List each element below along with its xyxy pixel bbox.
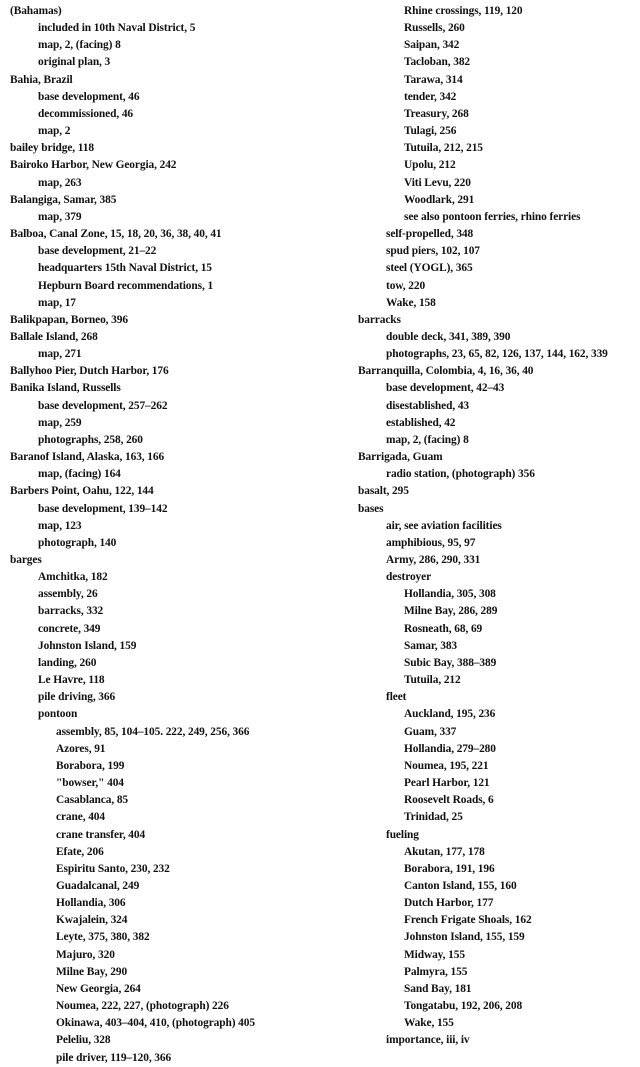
index-subentry: Le Havre, 118 (38, 674, 105, 687)
index-subentry: Majuro, 320 (56, 948, 115, 961)
index-subentry: assembly, 26 (38, 588, 98, 601)
index-heading: Balikpapan, Borneo, 396 (10, 313, 128, 326)
index-heading: Balboa, Canal Zone, 15, 18, 20, 36, 38, 40, 41 (10, 228, 222, 241)
index-subentry: Tulagi, 256 (404, 125, 457, 138)
index-subentry: steel (YOGL), 365 (386, 262, 473, 275)
index-subentry: radio station, (photograph) 356 (386, 468, 535, 481)
index-subentry: Johnston Island, 159 (38, 639, 137, 652)
index-subentry: destroyer (386, 571, 432, 584)
index-subentry: importance, iii, iv (386, 1034, 470, 1047)
index-heading: bailey bridge, 118 (10, 142, 94, 155)
index-subentry: Wake, 155 (404, 1017, 454, 1030)
index-subentry: Tongatabu, 192, 206, 208 (404, 1000, 523, 1013)
index-subentry: Hollandia, 305, 308 (404, 588, 496, 601)
index-subentry: Roosevelt Roads, 6 (404, 794, 494, 807)
index-subentry: disestablished, 43 (386, 399, 470, 412)
index-subentry: Leyte, 375, 380, 382 (56, 931, 150, 944)
index-subentry: Pearl Harbor, 121 (404, 777, 490, 790)
index-subentry: Johnston Island, 155, 159 (404, 931, 525, 944)
index-subentry: Wake, 158 (386, 296, 436, 309)
index-subentry: Trinidad, 25 (404, 811, 463, 824)
index-subentry: photograph, 140 (38, 536, 117, 549)
index-subentry: map, 2, (facing) 8 (38, 39, 121, 52)
index-heading: Baranof Island, Alaska, 163, 166 (10, 451, 165, 464)
index-subentry: Treasury, 268 (404, 107, 469, 120)
index-subentry: photographs, 258, 260 (38, 433, 143, 446)
index-subentry: Akutan, 177, 178 (404, 845, 485, 858)
index-heading: Barrigada, Guam (358, 451, 443, 464)
index-subentry: map, 263 (38, 176, 82, 189)
index-subentry: Tacloban, 382 (404, 56, 471, 69)
index-subentry: Sand Bay, 181 (404, 982, 472, 995)
index-subentry: base development, 257–262 (38, 399, 168, 412)
index-subentry: decommissioned, 46 (38, 107, 134, 120)
index-subentry: base development, 21–22 (38, 245, 157, 258)
index-subentry: established, 42 (386, 416, 456, 429)
index-subentry: Viti Levu, 220 (404, 176, 471, 189)
index-subentry: base development, 46 (38, 90, 140, 103)
index-subentry: Guadalcanal, 249 (56, 879, 140, 892)
index-subentry: Tutuila, 212 (404, 674, 461, 687)
index-subentry: Hepburn Board recommendations, 1 (38, 279, 214, 292)
index-heading: barges (10, 554, 42, 566)
index-subentry: Upolu, 212 (404, 159, 456, 172)
index-subentry: Milne Bay, 290 (56, 965, 128, 978)
index-subentry: French Frigate Shoals, 162 (404, 914, 532, 927)
index-subentry: Tutuila, 212, 215 (404, 142, 483, 155)
index-subentry: Russells, 260 (404, 22, 465, 35)
index-subentry: Palmyra, 155 (404, 965, 468, 978)
index-subentry: double deck, 341, 389, 390 (386, 330, 511, 343)
index-heading: Barranquilla, Colombia, 4, 16, 36, 40 (358, 365, 534, 378)
index-subentry: landing, 260 (38, 656, 97, 669)
index-subentry: Borabora, 199 (56, 759, 125, 772)
index-subentry: base development, 42–43 (386, 382, 505, 395)
index-subentry: Espiritu Santo, 230, 232 (56, 862, 170, 875)
index-heading: bases (358, 502, 384, 515)
index-subentry: Rosneath, 68, 69 (404, 622, 483, 635)
index-subentry: map, 379 (38, 210, 82, 223)
index-heading: Ballyhoo Pier, Dutch Harbor, 176 (10, 365, 169, 378)
index-subentry: see also pontoon ferries, rhino ferries (404, 210, 581, 223)
index-subentry: included in 10th Naval District, 5 (38, 22, 196, 35)
index-column-right (358, 3, 638, 1050)
index-subentry: amphibious, 95, 97 (386, 536, 476, 549)
index-column-left (10, 3, 340, 1067)
index-subentry: tow, 220 (386, 279, 426, 292)
index-subentry: map, 271 (38, 348, 82, 361)
index-subentry: Noumea, 195, 221 (404, 759, 489, 772)
index-subentry: barracks, 332 (38, 605, 104, 618)
index-subentry: Amchitka, 182 (38, 571, 108, 584)
index-subentry: pile driver, 119–120, 366 (56, 1051, 172, 1064)
index-heading: Bahia, Brazil (10, 73, 73, 86)
index-subentry: map, 259 (38, 416, 82, 429)
index-subentry: Milne Bay, 286, 289 (404, 605, 498, 618)
index-subentry: Tarawa, 314 (404, 73, 463, 86)
index-subentry: Dutch Harbor, 177 (404, 897, 494, 910)
index-subentry: Casablanca, 85 (56, 794, 129, 807)
index-heading: basalt, 295 (358, 485, 409, 498)
index-subentry: Azores, 91 (56, 742, 106, 755)
index-subentry: Noumea, 222, 227, (photograph) 226 (56, 1000, 229, 1013)
index-subentry: base development, 139–142 (38, 502, 168, 515)
index-subentry: crane transfer, 404 (56, 828, 146, 841)
index-subentry: Guam, 337 (404, 725, 457, 738)
index-subentry: Midway, 155 (404, 948, 465, 961)
index-subentry: Efate, 206 (56, 845, 104, 858)
index-heading: (Bahamas) (10, 5, 62, 17)
index-subentry: Hollandia, 279–280 (404, 742, 496, 755)
index-subentry: Kwajalein, 324 (56, 914, 128, 927)
index-subentry: self-propelled, 348 (386, 228, 474, 241)
index-subentry: photographs, 23, 65, 82, 126, 137, 144, 162, 339 (386, 348, 608, 361)
index-subentry: Hollandia, 306 (56, 897, 126, 910)
index-subentry: concrete, 349 (38, 622, 101, 635)
index-subentry: spud piers, 102, 107 (386, 245, 480, 258)
index-subentry: Army, 286, 290, 331 (386, 554, 481, 566)
index-subentry: map, (facing) 164 (38, 468, 121, 481)
index-subentry: Woodlark, 291 (404, 193, 475, 206)
index-heading: Ballale Island, 268 (10, 330, 98, 343)
index-heading: Balangiga, Samar, 385 (10, 193, 117, 206)
index-subentry: Canton Island, 155, 160 (404, 879, 517, 892)
index-subentry: assembly, 85, 104–105. 222, 249, 256, 366 (56, 725, 250, 738)
index-subentry: map, 2, (facing) 8 (386, 433, 469, 446)
index-subentry: Borabora, 191, 196 (404, 862, 495, 875)
index-subentry: Peleliu, 328 (56, 1034, 111, 1047)
index-subentry: original plan, 3 (38, 56, 111, 69)
index-subentry: air, see aviation facilities (386, 519, 502, 532)
index-heading: barracks (358, 313, 401, 326)
index-subentry: map, 123 (38, 519, 82, 532)
index-subentry: New Georgia, 264 (56, 982, 141, 995)
index-subentry: Subic Bay, 388–389 (404, 656, 497, 669)
index-subentry: "bowser," 404 (56, 777, 124, 790)
index-subentry: crane, 404 (56, 811, 105, 824)
index-subentry: fueling (386, 828, 419, 841)
index-subentry: pile driving, 366 (38, 691, 116, 704)
index-subentry: Rhine crossings, 119, 120 (404, 5, 523, 17)
index-subentry: Okinawa, 403–404, 410, (photograph) 405 (56, 1017, 255, 1030)
index-subentry: fleet (386, 691, 407, 704)
index-subentry: Auckland, 195, 236 (404, 708, 496, 721)
index-heading: Bairoko Harbor, New Georgia, 242 (10, 159, 177, 172)
index-subentry: pontoon (38, 708, 78, 721)
index-heading: Banika Island, Russells (10, 382, 121, 395)
index-heading: Barbers Point, Oahu, 122, 144 (10, 485, 154, 498)
index-subentry: headquarters 15th Naval District, 15 (38, 262, 212, 275)
index-subentry: tender, 342 (404, 90, 457, 103)
index-subentry: map, 17 (38, 296, 76, 309)
index-subentry: map, 2 (38, 125, 71, 138)
index-subentry: Saipan, 342 (404, 39, 460, 52)
index-subentry: Samar, 383 (404, 639, 458, 652)
